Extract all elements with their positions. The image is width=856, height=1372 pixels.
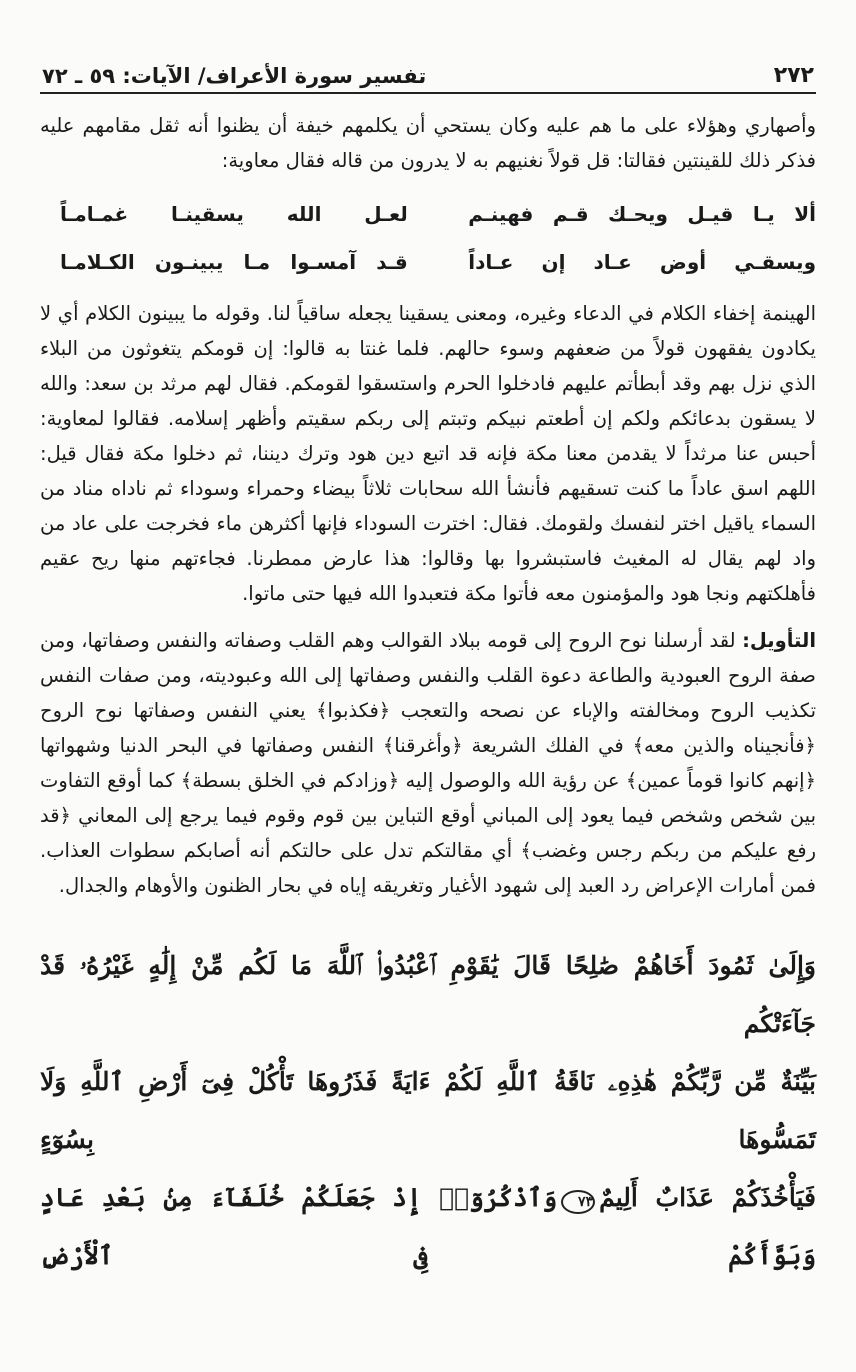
commentary-text bbox=[40, 108, 816, 903]
quran-verses bbox=[40, 937, 816, 1285]
paragraph-story: الهينمة إخفاء الكلام في الدعاء وغيره، ومعنى يسقينا يجعله ساقياً لنا. وقوله ما يبينون الكلام أي لا يكادون يفقهون قولاً من ضعفهم وسوء حالهم. فلما غنتا به قالوا: إن قومكم يتغوثون من البلاء الذي نزل بهم وقد أبطأتم عليهم فادخلوا الحرم واستسقوا لقومكم. فقال لهم مرثد بن سعد: والله لا يسقون بدعائكم ولكم إن أطعتم نبيكم وتبتم إلى ربكم سقيتم وأظهر إسلامه. فقالوا لمعاوية: أحبس عنا مرثداً لا يقدمن معنا مكة فإنه قد اتبع دين هود وترك ديننا، ثم دخلوا مكة فقال قيل: اللهم اسق عاداً ما كنت تسقيهم فأنشأ الله سحابات ثلاثاً بيضاء وحمراء وسوداء ثم ناداه مناد من السماء ياقيل اختر لنفسك ولقومك. فقال: اخترت السوداء فإنها أكثرهن ماء فخرجت على عاد من واد لهم يقال له المغيث فاستبشروا بها وقالوا: هذا عارض ممطرنا. فجاءتهم منها ريح عقيم فأهلكتهم ونجا هود والمؤمنون معه فأتوا مكة فتعبدوا الله فيها حتى ماتوا. bbox=[40, 302, 816, 605]
page-header bbox=[40, 52, 816, 94]
ayah-number-marker: ٧٣ bbox=[561, 1190, 595, 1214]
poem bbox=[40, 190, 816, 286]
hemistich-left: لعـل الله يسقينـا غمـامـاً bbox=[60, 201, 408, 226]
quran-line: وَإِلَىٰ ثَمُودَ أَخَاهُمْ صَٰلِحًا قَالَ يَٰقَوْمِ ٱعْبُدُوا۟ ٱللَّهَ مَا لَكُم مِّنْ إِلَٰهٍ غَيْرُهُۥ قَدْ جَآءَتْكُم bbox=[40, 951, 816, 1038]
paragraph-intro: وأصهاري وهؤلاء على ما هم عليه وكان يستحي أن يكلمهم خيفة أن يظنوا أنه ثقل مقامهم عليه فذكر ذلك للقينتين فقالتا: قل قولاً نغنيهم به لا يدرون من قاله فقال معاوية: bbox=[40, 114, 816, 172]
book-page bbox=[40, 52, 816, 1285]
page-number: ٢٧٢ bbox=[773, 63, 814, 88]
hemistich-right: ألا يـا قيـل ويحـك قـم فهينـم bbox=[468, 201, 816, 226]
tawil-text: لقد أرسلنا نوح الروح إلى قومه ببلاد القوالب وهم القلب وصفاته والنفس وصفاتها، ومن صفة الروح العبودية والطاعة دعوة القلب والنفس وصفاتها إلى الله وعبوديته، ومن صفات النفس تكذيب الروح ومخالفته والإباء عن نصحه والتعجب ﴿فكذبوا﴾ يعني النفس وصفاتها نوح الروح ﴿فأنجيناه والذين معه﴾ في الفلك الشريعة ﴿وأغرقنا﴾ النفس وصفاتها في البحر الدنيا وشهواتها ﴿إنهم كانوا قوماً عمين﴾ عن رؤية الله والوصول إليه ﴿وزادكم في الخلق بسطة﴾ كما أوقع التفاوت بين شخص وشخص فيما يعود إلى المباني أوقع التباين بين قوم وقوم فيما يرجع إلى المعاني ﴿قد رفع عليكم من ربكم رجس وغضب﴾ أي مقالتكم تدل على حالتكم أنه أصابكم سطوات العذاب. فمن أمارات الإعراض رد العبد إلى شهود الأغيار وتغريقه إياه في بحار الظنون والأوهام والجدال. bbox=[40, 629, 816, 897]
quran-line-segment: وَٱذْكُرُوٓا۟ إِذْ جَعَلَكُمْ خُلَفَآءَ مِنۢ بَعْدِ عَادٍ وَبَوَّأَكُمْ فِى ٱلْأَرْضِ bbox=[40, 1183, 816, 1270]
poem-verse bbox=[40, 190, 816, 238]
hemistich-left: قـد آمسـوا مـا يبينـون الكـلامـا bbox=[60, 249, 408, 274]
hemistich-right: ويسقـي أوض عـاد إن عـاداً bbox=[468, 249, 816, 274]
quran-line: بَيِّنَةٌ مِّن رَّبِّكُمْ هَٰذِهِۦ نَاقَةُ ٱللَّهِ لَكُمْ ءَايَةً فَذَرُوهَا تَأْكُلْ فِىٓ أَرْضِ ٱللَّهِ وَلَا تَمَسُّوهَا بِسُوٓءٍ bbox=[40, 1067, 816, 1154]
poem-verse bbox=[40, 238, 816, 286]
quran-line-segment: فَيَأْخُذَكُمْ عَذَابٌ أَلِيمٌ bbox=[599, 1183, 816, 1212]
paragraph-tawil bbox=[40, 623, 816, 903]
tawil-label: التأويل: bbox=[742, 629, 816, 652]
running-title: تفسير سورة الأعراف/ الآيات: ٥٩ ـ ٧٢ bbox=[42, 64, 427, 88]
quran-line bbox=[40, 1169, 816, 1285]
